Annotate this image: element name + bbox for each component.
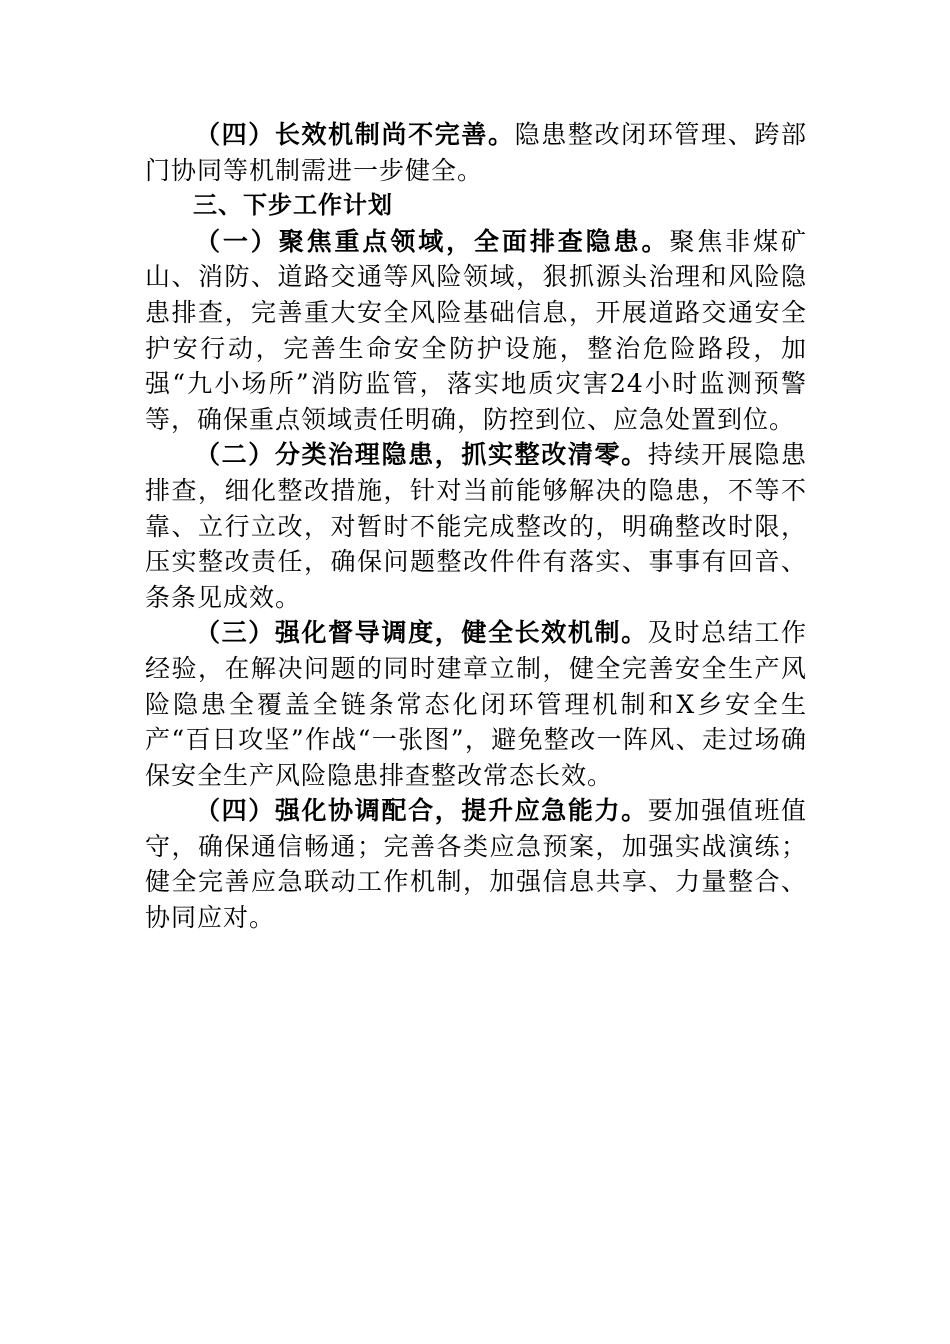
plan-item-lead: （二）分类治理隐患，抓实整改清零。 bbox=[195, 440, 648, 470]
plan-item-lead: （四）强化协调配合，提升应急能力。 bbox=[195, 796, 648, 826]
document-page bbox=[145, 117, 807, 936]
plan-item-3 bbox=[145, 615, 807, 793]
plan-item-4 bbox=[145, 793, 807, 935]
plan-item-2 bbox=[145, 437, 807, 615]
paragraph-long-term-mechanism bbox=[145, 117, 807, 188]
plan-item-lead: （一）聚焦重点领域，全面排查隐患。 bbox=[195, 226, 670, 256]
plan-item-1 bbox=[145, 224, 807, 438]
plan-item-lead: （三）强化督导调度，健全长效机制。 bbox=[195, 618, 648, 648]
section-heading: 三、下步工作计划 bbox=[193, 191, 393, 220]
plan-item-body: 持续开展隐患排查，细化整改措施，针对当前能够解决的隐患，不等不靠、立行立改，对暂时不能完成整改的，明确整改时限，压实整改责任，确保问题整改件件有落实、事事有回音、条条见成效。 bbox=[145, 440, 807, 612]
paragraph-lead: （四）长效机制尚不完善。 bbox=[195, 120, 515, 149]
paragraph-body: 隐患整改闭环管理、跨部门协同等机制需进一步健全。 bbox=[145, 120, 807, 185]
plan-item-body: 要加强值班值守，确保通信畅通；完善各类应急预案，加强实战演练；健全完善应急联动工作机制，加强信息共享、力量整合、协同应对。 bbox=[145, 796, 807, 933]
plan-item-body: 及时总结工作经验，在解决问题的同时建章立制，健全完善安全生产风险隐患全覆盖全链条常态化闭环管理机制和X乡安全生产“百日攻坚”作战“一张图”，避免整改一阵风、走过场确保安全生产风险隐患排查整改常态长效。 bbox=[145, 618, 807, 790]
plan-item-body: 聚焦非煤矿山、消防、道路交通等风险领域，狠抓源头治理和风险隐患排查，完善重大安全风险基础信息，开展道路交通安全护安行动，完善生命安全防护设施，整治危险路段，加强“九小场所”消防监管，落实地质灾害24小时监测预警等，确保重点领域责任明确，防控到位、应急处置到位。 bbox=[145, 226, 807, 434]
